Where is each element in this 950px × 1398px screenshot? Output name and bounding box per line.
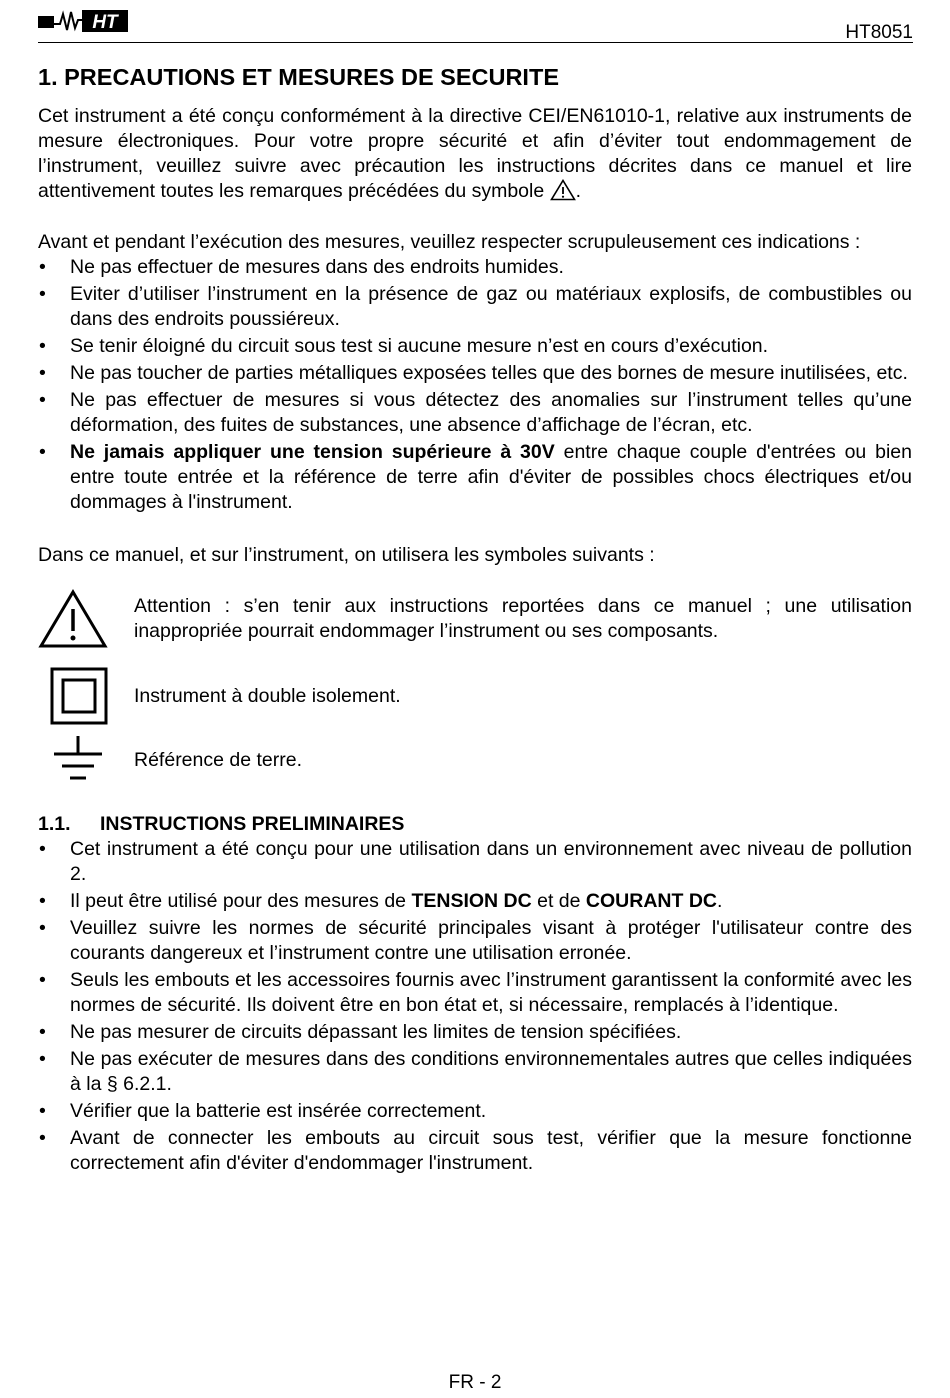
intro-end: . [575,180,582,202]
warning-triangle-icon [38,589,108,649]
list-item: • Ne pas mesurer de circuits dépassant les limites de tension spécifiées. [38,1020,912,1045]
list-item: • Vérifier que la batterie est insérée correctement. [38,1099,912,1124]
symbol-text: Instrument à double isolement. [134,684,401,707]
ht-logo-icon [38,8,130,34]
intro-text: Cet instrument a été conçu conformément à la directive CEI/EN61010-1, relative aux instruments de mesure électroniques. Pour votre propre sécurité et afin d’éviter tout endommagement de l’instrument, veuillez suivre avec précaution les instructions décrites dans ce manuel et lire attentivement toutes les remarques précédées du symbole [38,105,912,202]
page-number: FR - 2 [448,1372,502,1393]
subsection-number: 1.1. [38,813,71,835]
before-measure-text: Avant et pendant l’exécution des mesures, veuillez respecter scrupuleusement ces indications : [38,231,861,253]
list-item: • Ne pas effectuer de mesures dans des endroits humides. [38,255,912,280]
list-item: • Ne pas toucher de parties métalliques exposées telles que des bornes de mesure inutilisées, etc. [38,361,912,386]
list-item: • Veuillez suivre les normes de sécurité principales visant à protéger l'utilisateur contre des courants dangereux et l’instrument contre une utilisation erronée. [38,916,912,966]
page-content [38,62,912,1178]
list-item: • Ne pas effectuer de mesures si vous détectez des anomalies sur l’instrument telles qu’une déformation, des fuites de substances, une absence d’affichage de l’écran, etc. [38,388,912,438]
symbol-text: Attention : s’en tenir aux instructions reportées dans ce manuel ; une utilisation inappropriée pourrait endommager l’instrument ou ses composants. [134,595,912,642]
bold-term: TENSION DC [411,890,532,912]
symbol-row-warning [38,584,912,654]
logo-text: HT [92,12,118,33]
list-text: . [717,890,723,912]
voltage-warning-rest: entre chaque couple d'entrées ou bien entre toute entrée et la référence de terre afin d'éviter de possibles chocs électriques et/ou dommages à l'instrument. [70,441,912,513]
list-item: • Seuls les embouts et les accessoires fournis avec l’instrument garantissent la conformité avec les normes de sécurité. Ils doivent être en bon état et, si nécessaire, remplacés à l’identique. [38,968,912,1018]
list-item: • Ne pas exécuter de mesures dans des conditions environnementales autres que celles indiquées à la § 6.2.1. [38,1047,912,1097]
list-text: et de [531,890,586,912]
subsection-title [38,812,912,837]
page-header [38,8,913,43]
subsection-title-text: INSTRUCTIONS PRELIMINAIRES [100,813,405,835]
symbol-row-earth [38,730,912,790]
double-insulation-icon [38,666,108,726]
list-item: • Cet instrument a été conçu pour une utilisation dans un environnement avec niveau de pollution 2. [38,837,912,887]
list-text: Il peut être utilisé pour des mesures de [70,890,412,912]
list-item: • Se tenir éloigné du circuit sous test si aucune mesure n’est en cours d’exécution. [38,334,912,359]
model-number: HT8051 [845,22,913,43]
voltage-warning-bold: Ne jamais appliquer une tension supérieure à 30V [70,441,555,463]
list-item [38,889,912,914]
list-item: • Eviter d’utiliser l’instrument en la présence de gaz ou matériaux explosifs, de combustibles ou dans des endroits poussiéreux. [38,282,912,332]
list-item: • Avant de connecter les embouts au circuit sous test, vérifier que la mesure fonctionne correctement afin d'éviter d'endommager l'instrument. [38,1126,912,1176]
bold-term: COURANT DC [585,890,717,912]
symbol-text: Référence de terre. [134,748,303,771]
intro-paragraph [38,104,912,204]
earth-ground-icon [38,732,108,788]
symbol-row-double-insulation [38,666,912,726]
section-title: 1. PRECAUTIONS ET MESURES DE SECURITE [38,64,559,90]
preliminary-list [38,837,912,1176]
list-item [38,440,912,515]
warning-triangle-icon [550,179,576,201]
symbols-intro: Dans ce manuel, et sur l’instrument, on utilisera les symboles suivants : [38,544,655,566]
precautions-list [38,255,912,515]
